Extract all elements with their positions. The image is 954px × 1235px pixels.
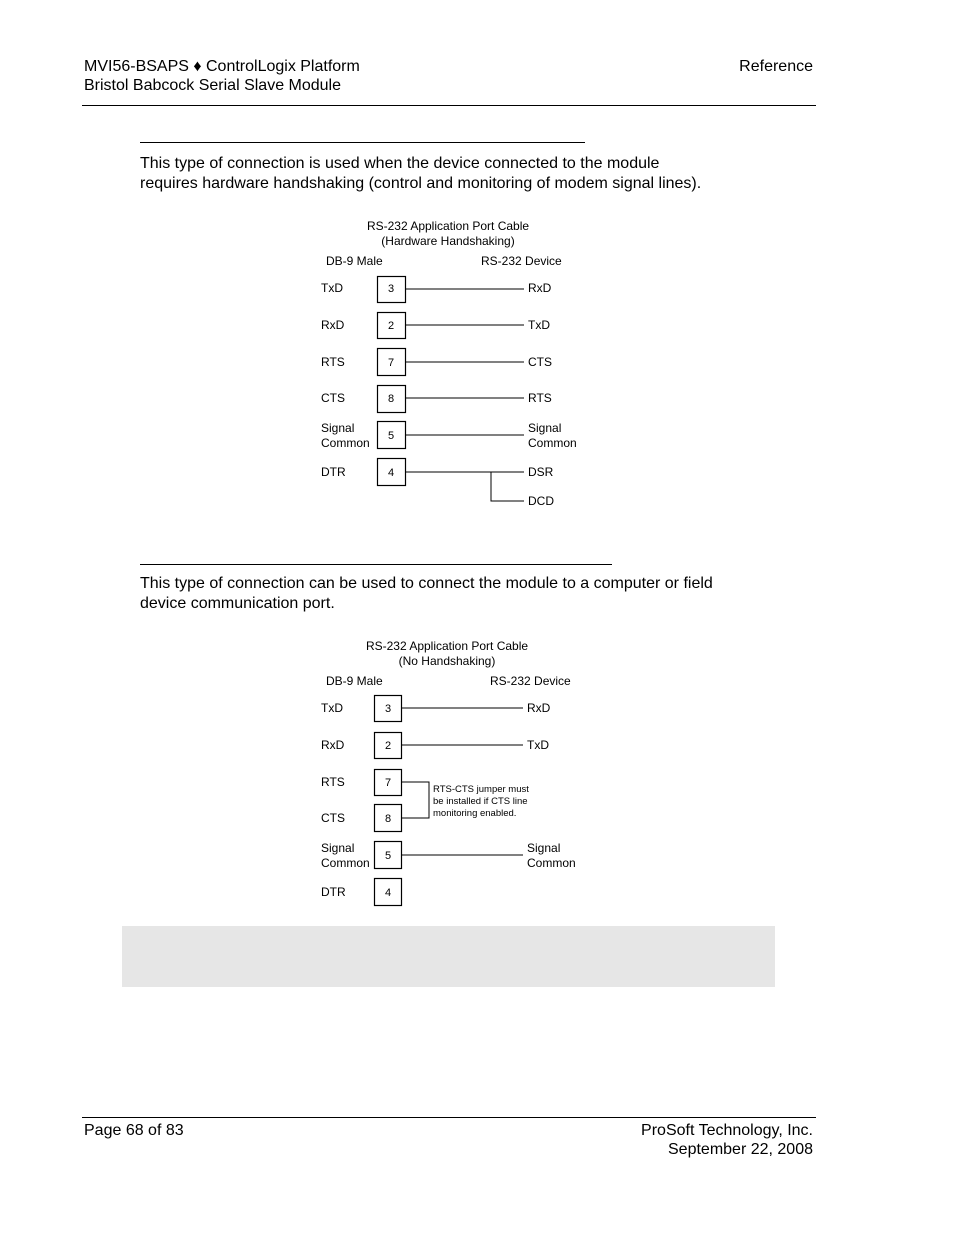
diagram1-row-right-label: DSR (528, 465, 554, 479)
rts-cts-jumper (402, 782, 429, 818)
footer-company: ProSoft Technology, Inc. (641, 1122, 813, 1139)
pin-number: 7 (384, 777, 392, 789)
diagram2-row-left-label: RTS (321, 775, 345, 789)
diagram1-row-left-label: TxD (321, 281, 343, 295)
branch-wire (491, 472, 524, 501)
diagram2-row-left-label: TxD (321, 701, 343, 715)
diagram2-row-left-label-line2: Common (321, 856, 370, 870)
diagram1-title-line1: RS-232 Application Port Cable (366, 219, 530, 233)
jumper-note-line1: RTS-CTS jumper must (433, 784, 529, 795)
diagram2-row-left-label: DTR (321, 885, 346, 899)
note-box (122, 926, 775, 987)
section2-paragraph-line2: device communication port. (140, 595, 335, 612)
diagram1-right-header: RS-232 Device (481, 254, 562, 268)
diagram1-row-right-extra-label: DCD (528, 494, 554, 508)
pin-number: 2 (384, 740, 392, 752)
pin-number: 5 (387, 430, 395, 442)
diagram1-row-left-label: CTS (321, 391, 345, 405)
footer-page-number: Page 68 of 83 (84, 1122, 184, 1139)
no-handshaking-diagram (300, 630, 600, 915)
pin-number: 4 (387, 467, 395, 479)
section2-heading-rule (140, 564, 612, 565)
diagram1-row-left-label-line1: Signal (321, 421, 355, 435)
header-title-line1: MVI56-BSAPS ♦ ControlLogix Platform (84, 58, 360, 75)
diagram2-row-left-label-line1: Signal (321, 841, 355, 855)
section1-paragraph-line2: requires hardware handshaking (control and monitoring of modem signal lines). (140, 175, 702, 192)
diagram2-row-left-label: RxD (321, 738, 345, 752)
diagram1-row-left-label: RxD (321, 318, 345, 332)
section1-heading-rule (140, 142, 585, 143)
pin-number: 8 (387, 393, 395, 405)
pin-number: 3 (384, 703, 392, 715)
pin-number: 4 (384, 887, 392, 899)
section1-paragraph (140, 154, 780, 194)
diagram1-row-right-label: CTS (528, 355, 552, 369)
footer-divider (82, 1117, 816, 1118)
diagram2-row-right-label-line1: Signal (527, 841, 561, 855)
jumper-note-line2: be installed if CTS line (433, 796, 528, 807)
diagram1-row-left-label-line2: Common (321, 436, 370, 450)
pin-number: 5 (384, 850, 392, 862)
section2-paragraph (140, 574, 780, 614)
diagram2-title-line2: (No Handshaking) (398, 654, 496, 668)
pin-number: 7 (387, 357, 395, 369)
diagram1-row-right-label-line2: Common (528, 436, 577, 450)
pin-number: 2 (387, 320, 395, 332)
diagram1-row-right-label: RxD (528, 281, 552, 295)
diagram2-row-left-label: CTS (321, 811, 345, 825)
diagram1-left-header: DB-9 Male (326, 254, 383, 268)
diagram2-left-header: DB-9 Male (326, 674, 383, 688)
pin-number: 8 (384, 813, 392, 825)
header-divider (82, 105, 816, 106)
diagram1-row-right-label: TxD (528, 318, 550, 332)
header-title-line2: Bristol Babcock Serial Slave Module (84, 77, 342, 94)
hardware-handshaking-diagram (300, 210, 600, 515)
diagram2-row-right-label: TxD (527, 738, 549, 752)
diagram2-row-right-label-line2: Common (527, 856, 576, 870)
pin-number: 3 (387, 283, 395, 295)
diagram2-row-right-label: RxD (527, 701, 551, 715)
section2-paragraph-line1: This type of connection can be used to connect the module to a computer or field (140, 575, 713, 592)
jumper-note-line3: monitoring enabled. (433, 808, 517, 819)
diagram1-row-right-label: RTS (528, 391, 552, 405)
diagram1-row-right-label-line1: Signal (528, 421, 562, 435)
diagram1-row-left-label: DTR (321, 465, 346, 479)
diagram2-right-header: RS-232 Device (490, 674, 571, 688)
diagram2-title-line1: RS-232 Application Port Cable (365, 639, 529, 653)
footer-date: September 22, 2008 (668, 1141, 813, 1158)
diagram1-row-left-label: RTS (321, 355, 345, 369)
header-section: Reference (739, 58, 813, 75)
section1-paragraph-line1: This type of connection is used when the device connected to the module (140, 155, 660, 172)
diagram1-title-line2: (Hardware Handshaking) (381, 234, 515, 248)
